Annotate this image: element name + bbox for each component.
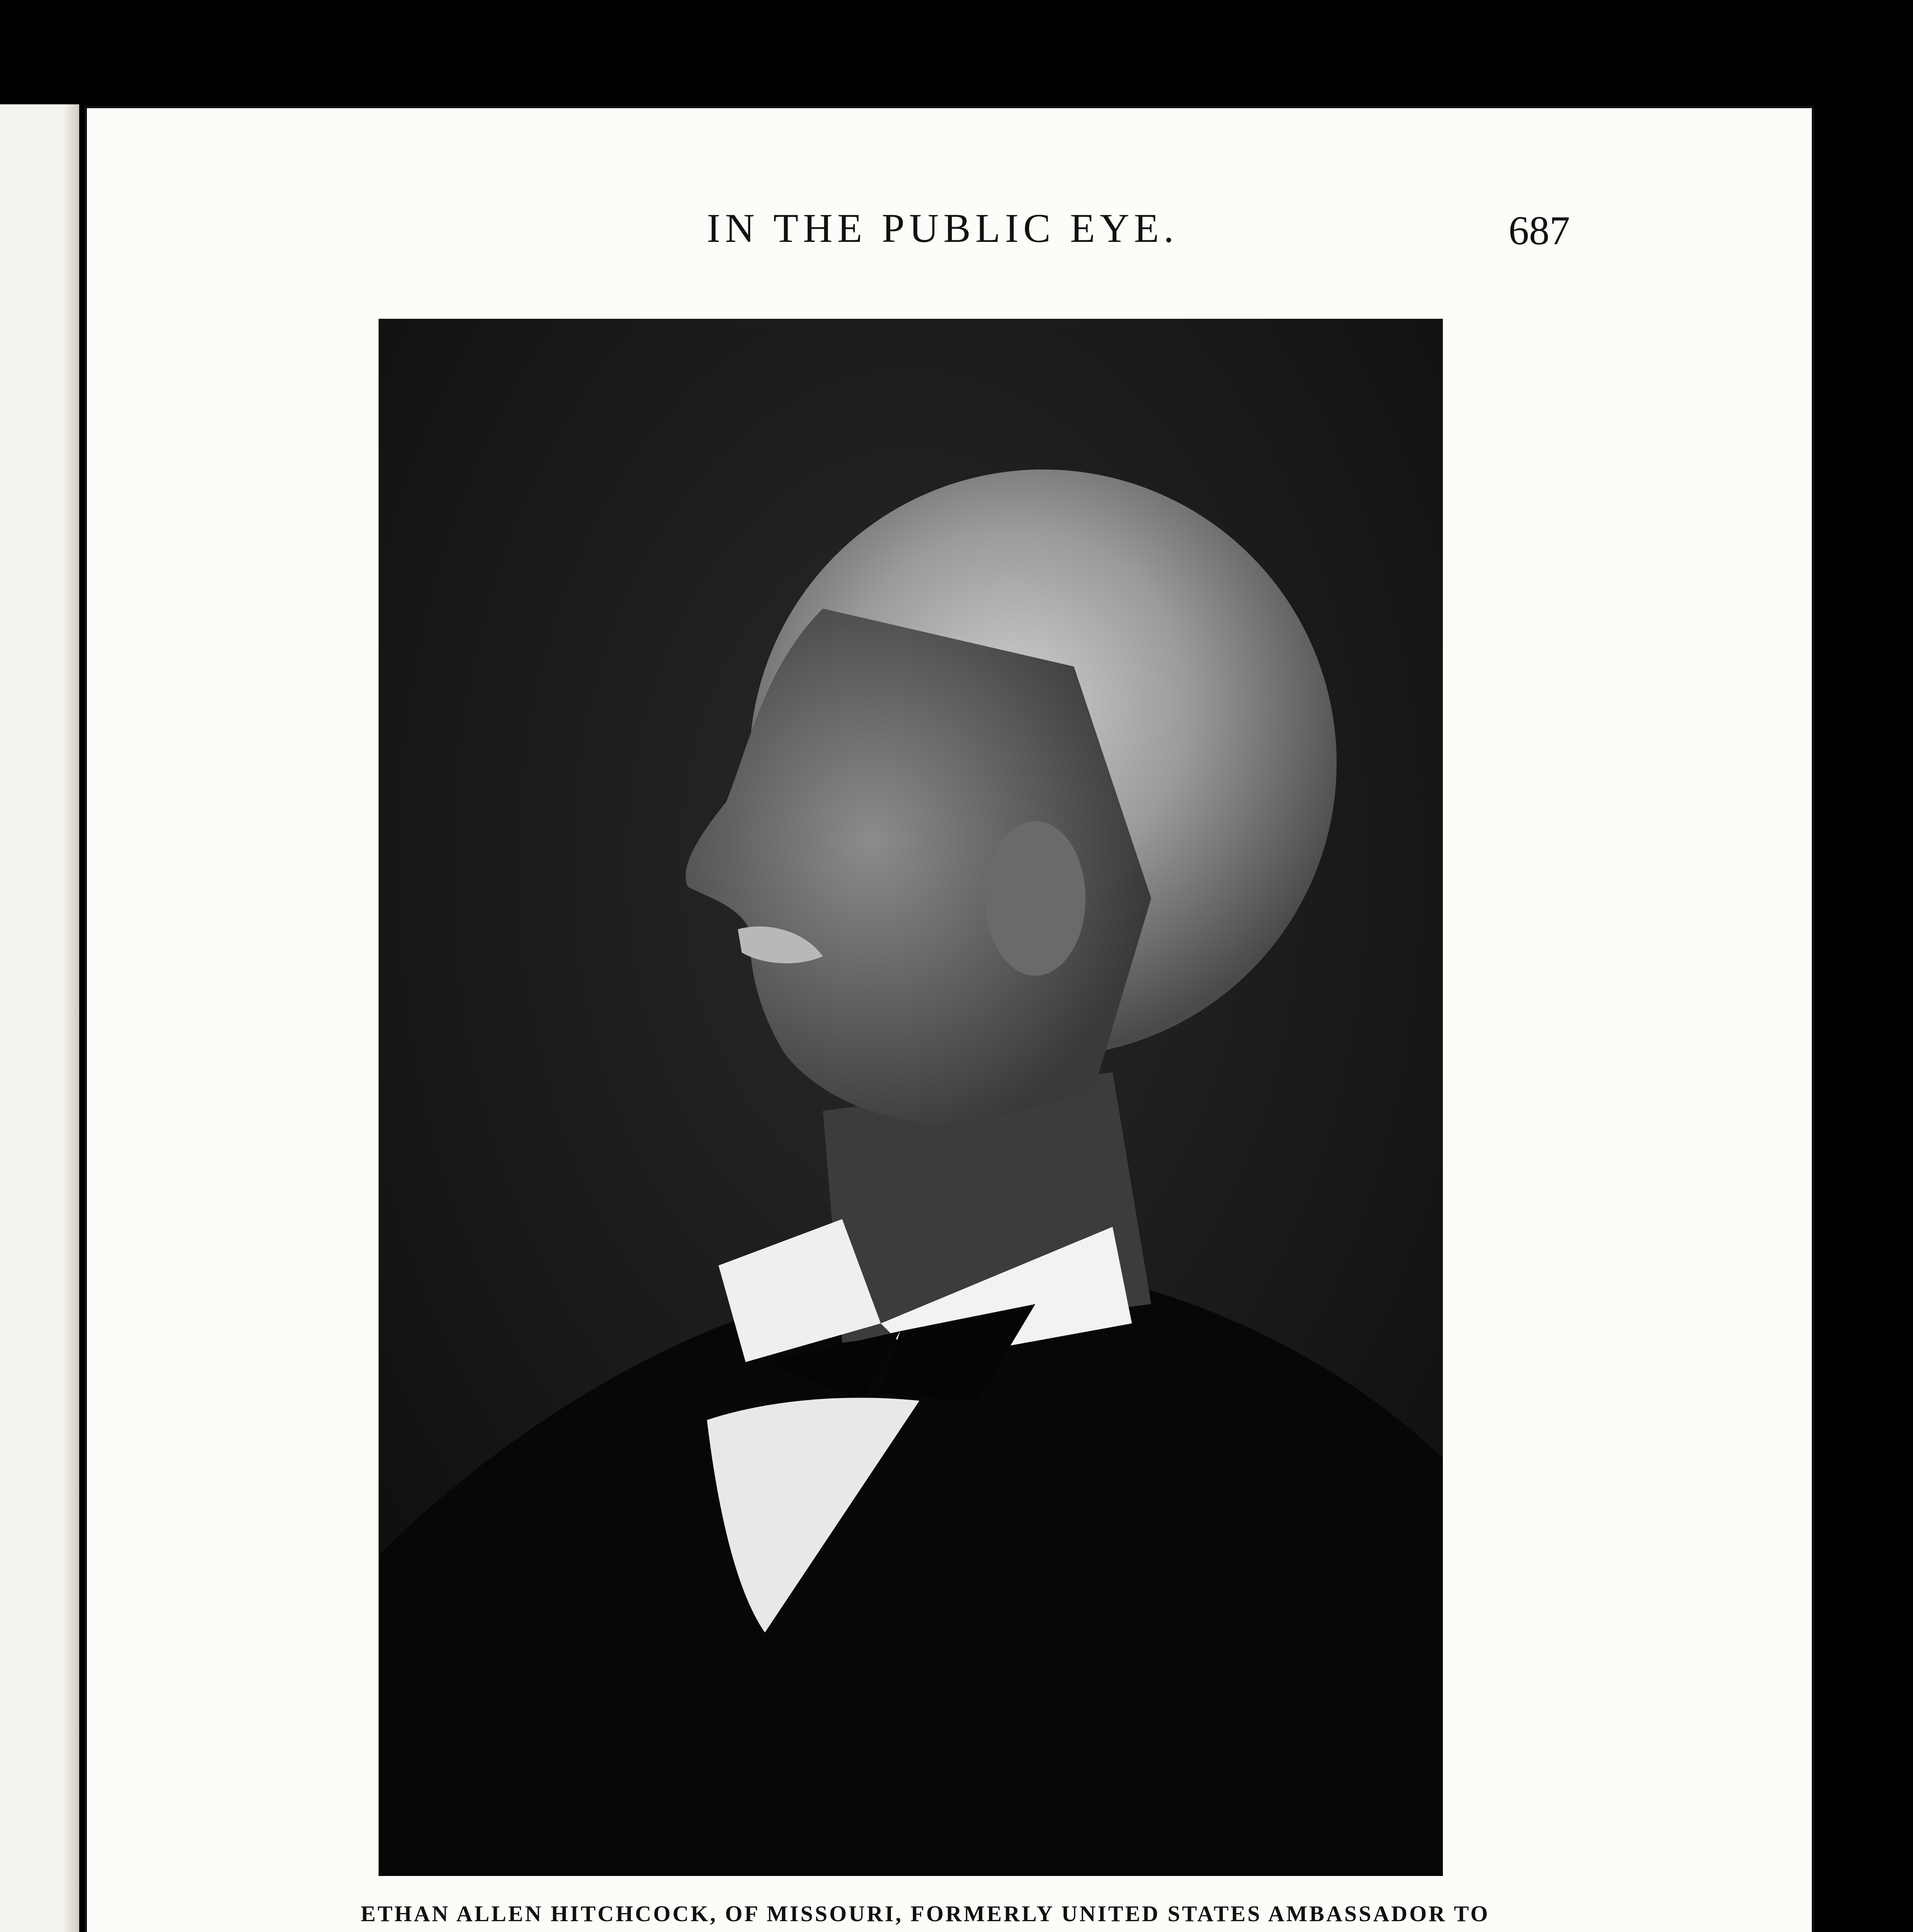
figure-caption <box>230 1897 1621 1932</box>
caption-line-2 <box>230 1930 1621 1932</box>
page-gutter <box>64 104 79 1932</box>
portrait-image <box>379 319 1443 1876</box>
running-title: IN THE PUBLIC EYE. <box>707 206 1179 251</box>
magazine-page <box>87 108 1812 1932</box>
page-number: 687 <box>1509 208 1570 253</box>
running-head <box>87 205 1812 282</box>
facing-page-edge <box>0 104 79 1932</box>
caption-line-1: ETHAN ALLEN HITCHCOCK, OF MISSOURI, FORMERLY UNITED STATES AMBASSADOR TO <box>360 1901 1490 1926</box>
portrait-photograph <box>379 319 1443 1876</box>
